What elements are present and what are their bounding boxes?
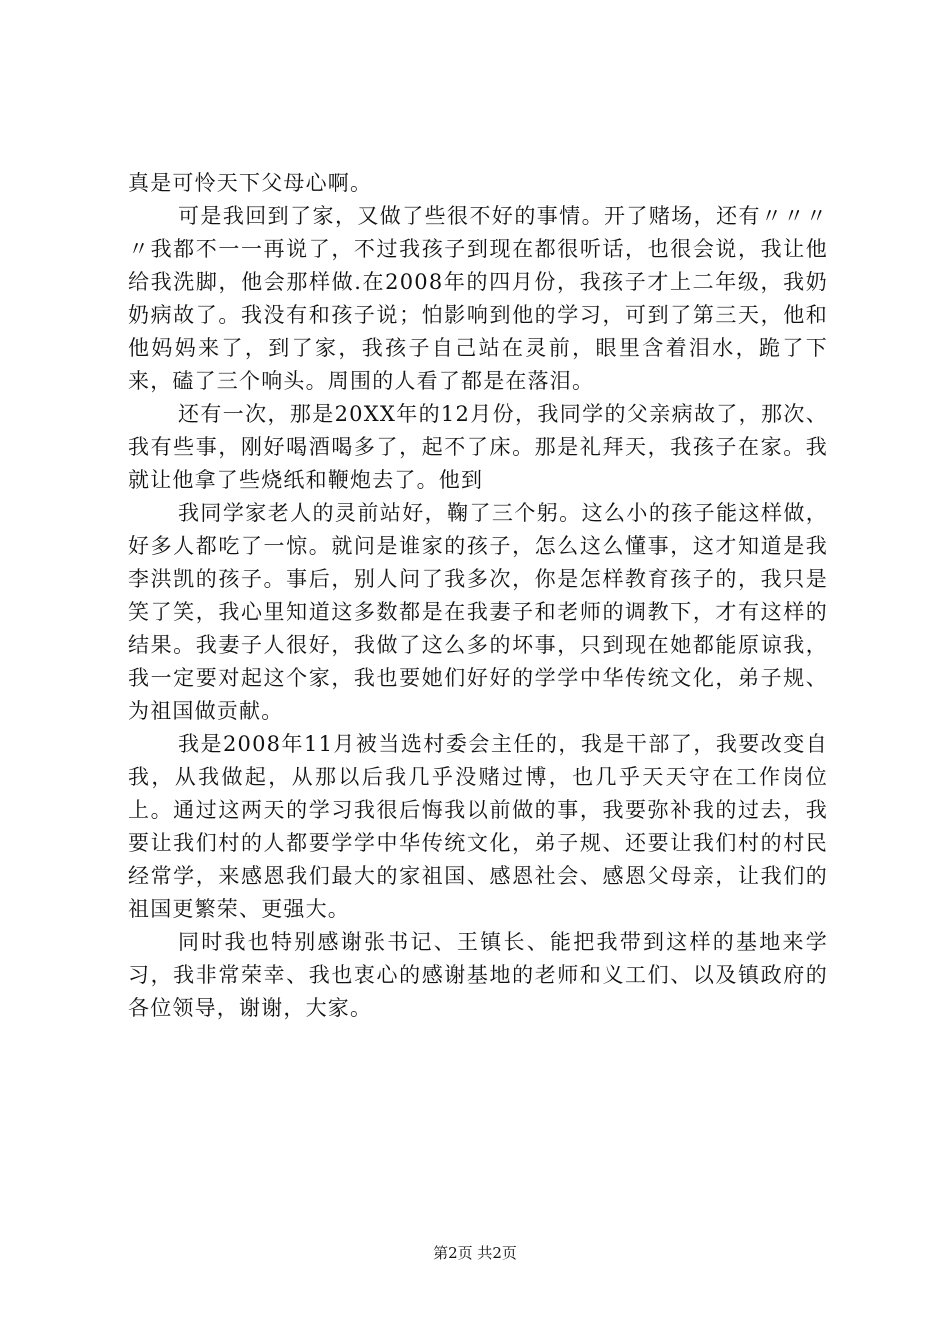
paragraph-2: 可是我回到了家，又做了些很不好的事情。开了赌场，还有〃〃〃〃我都不一一再说了，不过我孩子到现在都很听话，也很会说，我让他给我洗脚，他会那样做.在2008年的四月份，我孩子才上二年级，我奶奶病故了。我没有和孩子说；怕影响到他的学习，可到了第三天，他和他妈妈来了，到了家，我孩子自己站在灵前，眼里含着泪水，跪了下来，磕了三个响头。周围的人看了都是在落泪。 [128, 204, 828, 393]
page-number-footer: 第2页 共2页 [433, 1244, 517, 1262]
paragraph-6: 同时我也特别感谢张书记、王镇长、能把我带到这样的基地来学习，我非常荣幸、我也衷心的感谢基地的老师和义工们、以及镇政府的各位领导，谢谢，大家。 [128, 930, 828, 1020]
paragraph-5: 我是2008年11月被当选村委会主任的，我是干部了，我要改变自我，从我做起，从那以后我几乎没赌过博，也几乎天天守在工作岗位上。通过这两天的学习我很后悔我以前做的事，我要弥补我的过去，我要让我们村的人都要学学中华传统文化，弟子规、还要让我们村的村民经常学，来感恩我们最大的家祖国、感恩社会、感恩父母亲，让我们的祖国更繁荣、更强大。 [128, 732, 828, 921]
paragraph-1: 真是可怜天下父母心啊。 [128, 171, 373, 195]
paragraph-4: 我同学家老人的灵前站好，鞠了三个躬。这么小的孩子能这样做，好多人都吃了一惊。就问是谁家的孩子，怎么这么懂事，这才知道是我李洪凯的孩子。事后，别人问了我多次，你是怎样教育孩子的，我只是笑了笑，我心里知道这多数都是在我妻子和老师的调教下，才有这样的结果。我妻子人很好，我做了这么多的坏事，只到现在她都能原谅我，我一定要对起这个家，我也要她们好好的学学中华传统文化，弟子规、为祖国做贡献。 [128, 501, 828, 723]
paragraph-3: 还有一次，那是20XX年的12月份，我同学的父亲病故了，那次、我有些事，刚好喝酒喝多了，起不了床。那是礼拜天，我孩子在家。我就让他拿了些烧纸和鞭炮去了。他到 [128, 402, 828, 492]
document-body [128, 167, 828, 1025]
